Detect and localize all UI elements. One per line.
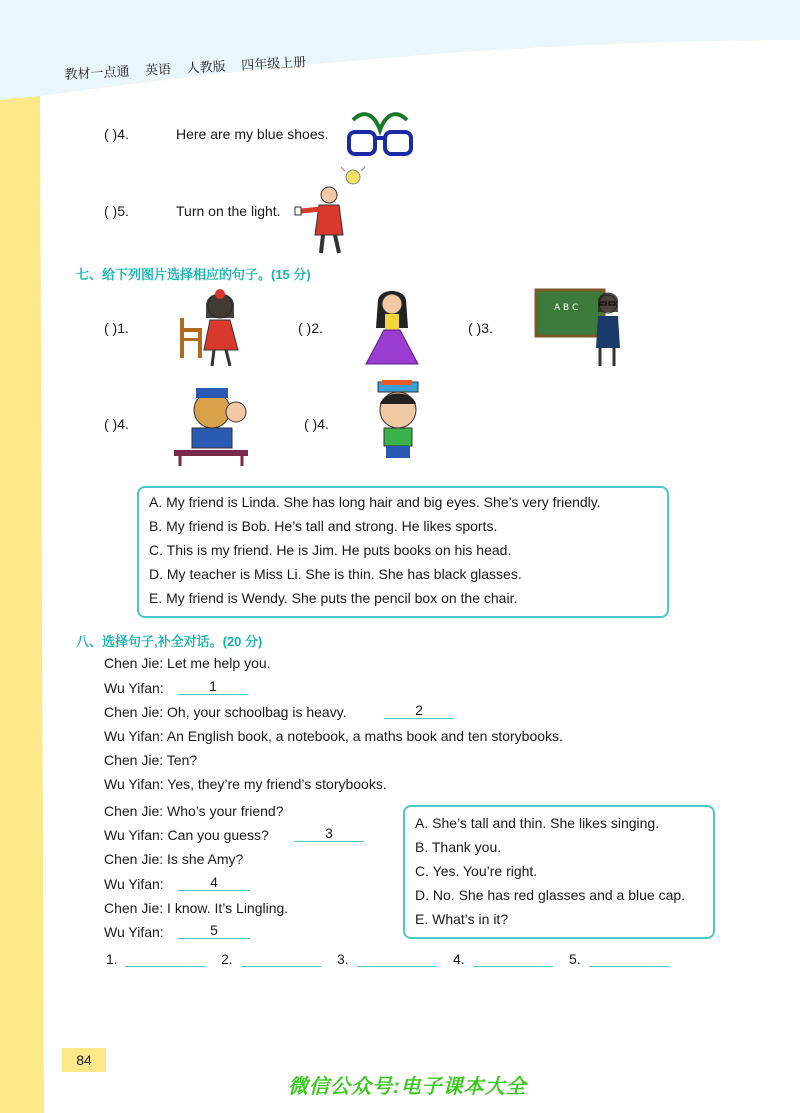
p8-option-e: E. What’s in it? xyxy=(415,911,509,927)
p7-option-e: E. My friend is Wendy. She puts the pencil box on the chair. xyxy=(149,590,518,606)
dialogue-line-3: Chen Jie: Oh, your schoolbag is heavy. xyxy=(104,704,347,720)
part7-title: 七、给下列图片选择相应的句子。(15 分) xyxy=(76,267,311,282)
part8-options-box xyxy=(403,805,715,939)
glasses-illustration xyxy=(345,108,415,160)
answer-blank-4[interactable] xyxy=(473,966,553,967)
page-number: 84 xyxy=(62,1048,106,1072)
part8-title: 八、选择句子,补全对话。(20 分) xyxy=(76,634,263,649)
answer-label-2: 2. xyxy=(221,951,233,967)
dialogue-line-8: Wu Yifan: Can you guess? xyxy=(104,827,269,843)
p7-label-1: ( )1. xyxy=(104,320,129,336)
edition: 人教版 xyxy=(186,58,227,76)
p8-option-c: C. Yes. You’re right. xyxy=(415,863,538,879)
watermark: 微信公众号:电子课本大全 xyxy=(288,1076,527,1098)
q5-text: Turn on the light. xyxy=(176,203,281,219)
dialogue-line-1: Chen Jie: Let me help you. xyxy=(104,655,271,671)
subject: 英语 xyxy=(144,61,172,78)
p8-option-a: A. She’s tall and thin. She likes singing. xyxy=(415,815,660,831)
p7-label-3: ( )3. xyxy=(468,320,493,336)
book-title: 教材一点通 xyxy=(64,63,130,82)
blank-1[interactable]: 1 xyxy=(178,678,248,695)
dialogue-line-6: Wu Yifan: Yes, they’re my friend’s storybooks. xyxy=(104,776,387,792)
dialogue-line-9: Chen Jie: Is she Amy? xyxy=(104,851,244,867)
blank-4[interactable]: 4 xyxy=(178,874,250,891)
teacher-board-illustration xyxy=(536,288,626,370)
p7-label-4: ( )4. xyxy=(104,416,129,432)
blank-3[interactable]: 3 xyxy=(294,825,364,842)
answer-label-1: 1. xyxy=(106,951,118,967)
p8-option-d: D. No. She has red glasses and a blue cap. xyxy=(415,887,686,903)
blank-2[interactable]: 2 xyxy=(384,702,454,719)
answer-label-5: 5. xyxy=(569,951,581,967)
q5-paren: ( )5. xyxy=(104,203,129,219)
dialogue-line-2: Wu Yifan: xyxy=(104,680,164,696)
q4-paren: ( )4. xyxy=(104,126,129,142)
running-header xyxy=(64,51,319,83)
answer-blank-1[interactable] xyxy=(125,966,205,967)
blank-5[interactable]: 5 xyxy=(178,922,250,939)
answer-blank-2[interactable] xyxy=(241,966,321,967)
p7-option-b: B. My friend is Bob. He’s tall and strong. He likes sports. xyxy=(149,518,498,534)
p7-label-2: ( )2. xyxy=(298,320,323,336)
grade: 四年级上册 xyxy=(240,54,307,73)
dialogue-line-5: Chen Jie: Ten? xyxy=(104,752,198,768)
p8-option-b: B. Thank you. xyxy=(415,839,502,855)
light-switch-illustration xyxy=(295,165,370,257)
boy-books-illustration xyxy=(370,380,426,466)
board-text: A B C xyxy=(554,303,579,313)
p7-label-5: ( )4. xyxy=(304,416,329,432)
dialogue-line-10: Wu Yifan: xyxy=(104,876,164,892)
p7-option-c: C. This is my friend. He is Jim. He puts books on his head. xyxy=(149,542,512,558)
dialogue-line-4: Wu Yifan: An English book, a notebook, a maths book and ten storybooks. xyxy=(104,728,563,744)
answer-label-4: 4. xyxy=(453,951,465,967)
dialogue-line-11: Chen Jie: I know. It’s Lingling. xyxy=(104,900,289,916)
girl-dress-illustration xyxy=(364,288,420,370)
girl-chair-illustration xyxy=(176,288,246,370)
dialogue-line-7: Chen Jie: Who’s your friend? xyxy=(104,803,284,819)
p7-option-d: D. My teacher is Miss Li. She is thin. She has black glasses. xyxy=(149,566,522,582)
answer-blank-5[interactable] xyxy=(589,966,669,967)
dialogue-line-12: Wu Yifan: xyxy=(104,924,164,940)
q4-text: Here are my blue shoes. xyxy=(176,126,329,142)
answer-label-3: 3. xyxy=(337,951,349,967)
p7-option-a: A. My friend is Linda. She has long hair and big eyes. She’s very friendly. xyxy=(149,494,601,510)
answer-blank-3[interactable] xyxy=(357,966,437,967)
strong-boy-illustration xyxy=(170,382,252,466)
part7-options-box xyxy=(137,486,669,618)
